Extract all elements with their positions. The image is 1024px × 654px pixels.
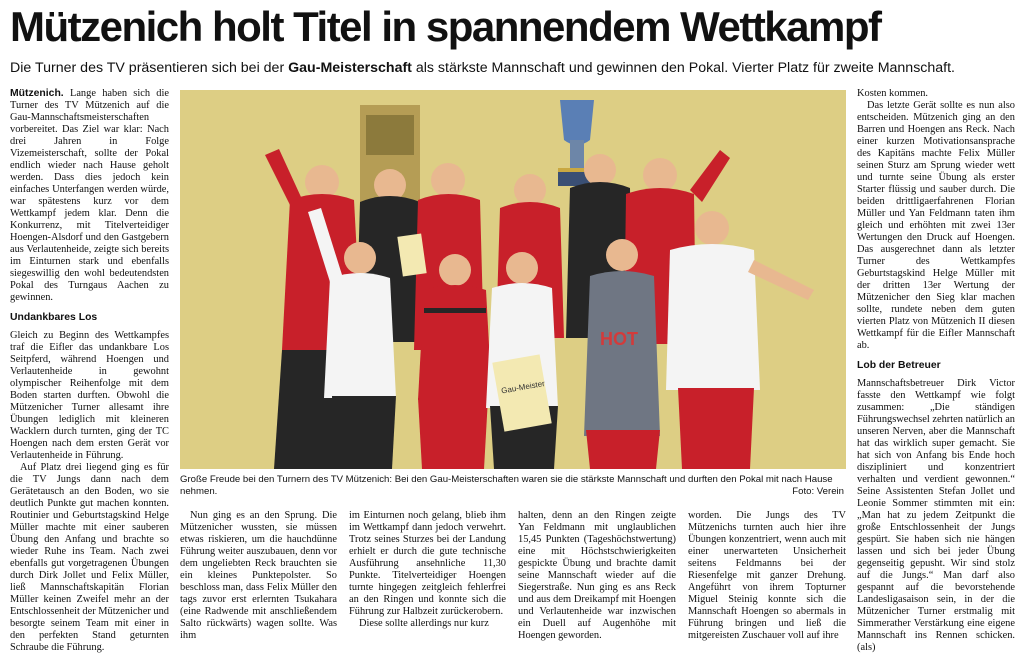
article-column-5 [688,510,846,641]
subheading-undankbares-los: Undankbares Los [10,312,98,323]
headline: Mützenich holt Titel in spannendem Wettkampf [10,3,881,50]
subhead-bold: Gau-Meisterschaft [288,60,412,76]
paragraph-los: Gleich zu Beginn des Wettkampfes traf die Eifler das undankbare Los Seitpferd, während Hoengen und Verlautenheide in gewohnt olympischer Reihenfolge mit dem Boden starten durften. Obwohl die Mützenicher Turner allesamt ihre Übungen lediglich mit kleineren Wacklern durch turnten, ging der TC Hoengen nach dem ersten Gerät vor Verlautenheide in Führung. [10,330,169,461]
article-column-3 [349,510,506,638]
paragraph-barren: Das letzte Gerät sollte es nun also entscheiden. Mützenich ging an den Barren und Hoengen ans Reck. Nach einer kurzen Motivationsansprache des Kapitäns machte Felix Müller seinen Sturz am Sprung wieder wett und turnte seine Übung als erster Starter flüssig und sauber durch. Die beiden drittligaerfahrenen Florian Müller und Yan Feldmann taten ihm gleich und erhöhten mit zwei 13er Wertungen den Druck auf Hoengen. Das ausgerechnet dann als letzter Turner des Wettkampfes Geburtstagskind Helge Müller mit der dritten 13er Wertung der Mützenicher den Sieg klar machen sollte, rundete neben dem guten vierten Platz von Mützenich II diesen Wettkampf für die Eifler Mannschaft ab. [857,100,1015,351]
subheading-lob-der-betreuer: Lob der Betreuer [857,360,941,371]
paragraph-kurz: Diese sollte allerdings nur kurz [359,618,489,629]
article-column-1 [10,88,169,653]
team-photo-illustration [180,90,846,469]
paragraph-intro: Lange haben sich die Turner des TV Mützenich auf die Gau-Mannschaftsmeisterschaften vorbereitet. Das Ziel war klar: Nach drei Jahren in Folge Vizemeisterschaft, sollte der Pokal endlich wieder nach Hause geholt werden. Dass dies jedoch kein einfaches Unterfangen werden würde, war spätestens kurz vor dem Wettkampf jedem klar. Denn die Konkurrenz, mit Titelverteidiger Hoengen-Alsdorf und den Gastgebern aus Verlautenheide, zeigte sich bereits im Einturnen stark und ebenfalls siegeswillig den wohl bedeutendsten Pokal des Turngaus Aachen zu gewinnen. [10,88,169,303]
subhead-part-1: Die Turner des TV präsentieren sich bei der [10,60,289,76]
photo-credit: Foto: Verein [792,486,844,497]
subheadline [10,58,1014,78]
paragraph-betreuer [857,378,1015,654]
author-tag: (als) [857,642,876,653]
paragraph-boden: Auf Platz drei liegend ging es für die TV Jungs dann nach dem Gerätetausch an den Boden, wo sie deutlich Punkte gut machen konnten. Routinier und Geburtstagskind Helge Müller machte mit einer sauberen Übung den Anfang und brachte so wieder Ruhe ins Team. Nach zwei ebenfalls gut vorgetragenen Übungen durch Dirk Jollet und Felix Müller, ließ Mannschaftskapitän Florian Müller keinen Zweifel mehr an der Entschlossenheit der Mützenicher und besorgte seinem Team mit einer in den perfekten Stand geturnten Schraube die Führung. [10,462,169,653]
article-column-2 [180,510,337,641]
paragraph-betreuer-text: Mannschaftsbetreuer Dirk Victor fasste den Wettkampf wie folgt zusammen: „Die ständigen Führungswechsel zehrten natürlich an unseren Nerven, aber die Mannschaft hat das wirklich super gemacht. Sie hat sich von Anfang bis Ende hoch diszipliniert und konzentriert verhalten und verdient gewonnen.“ Seine Assistenten Stefan Jollet und Leonie Sommer stimmten mit ein: „Man hat zu jedem Zeitpunkt die große Entschlossenheit der Jungs gespürt. Sie haben sich nie hängen lassen und sich bei jeder Übung gegenseitig gepusht. Wir sind stolz auf die Jungs.“ Man darf also gespannt auf die bevorstehende Landesligasaison sein, in der die Mützenicher Turner erstmalig mit Simmerather Verstärkung eine eigene Mannschaft ins Rennen schicken. [857,378,1015,641]
subhead-part-2: als stärkste Mannschaft und gewinnen den Pokal. Vierter Platz für zweite Mannschaft. [411,60,955,76]
paragraph-einturnen: im Einturnen noch gelang, blieb ihm im Wettkampf dann jedoch verwehrt. Trotz seines Sturzes bei der Landung erhielt er durch die gute technische Ausführung ansehnliche 11,30 Punkte. Titelverteidiger Hoengen turnte hingegen zeitgleich fehlerfrei an den Ringen und konnte sich die Führung zur Halbzeit zurückerobern. [349,510,506,617]
article-column-6 [857,88,1015,653]
caption-text: Große Freude bei den Turnern des TV Mützenich: Bei den Gau-Meisterschaften waren sie die stärkste Mannschaft und durften den Pokal mit nach Hause nehmen. [180,474,833,497]
dateline: Mützenich. [10,88,64,99]
shirt-print: HOT [600,329,638,349]
paragraph-reck: worden. Die Jungs des TV Mützenichs turnten auch hier ihre Übungen konzentriert, wenn auch mit einer unerwarteten Unsicherheit seitens Feldmanns bei der Riesenfelge mit ganzer Drehung. Angeführt von ihrem Topturner Miguel Steinig konnte sich die Mannschaft Hoengen so abermals in Führung bringen und ließ die mitgereisten Zuschauer voll auf ihre [688,510,846,641]
paragraph-kosten: Kosten kommen. [857,88,928,99]
team-photo [180,90,846,469]
paragraph-ringe: halten, denn an den Ringen zeigte Yan Feldmann mit unglaublichen 15,45 Punkten (Tageshöchstwertung) eine mit Höchstschwierigkeiten gespickte Übung und brachte damit seine Mannschaft wieder auf die Siegerstraße. Nun ging es ans Reck und aus dem Dreikampf mit Hoengen und Verlautenheide war inzwischen ein Duell auf Augenhöhe mit Hoengen geworden. [518,510,676,641]
article-column-4 [518,510,676,641]
certificate-label: Gau-Meister [500,378,546,396]
photo-caption [180,474,846,498]
paragraph-sprung: Nun ging es an den Sprung. Die Mützenicher wussten, sie müssen etwas riskieren, um die hauchdünne Führung weiter auszubauen, denn vor dem ungeliebten Reck brauchten sie ein kleines Punktepolster. So beschloss man, dass Felix Müller den tags zuvor erst erlernten Tsukahara (eine Radwende mit anschließendem Salto rückwärts) wagen sollte. Was ihm [180,510,337,641]
